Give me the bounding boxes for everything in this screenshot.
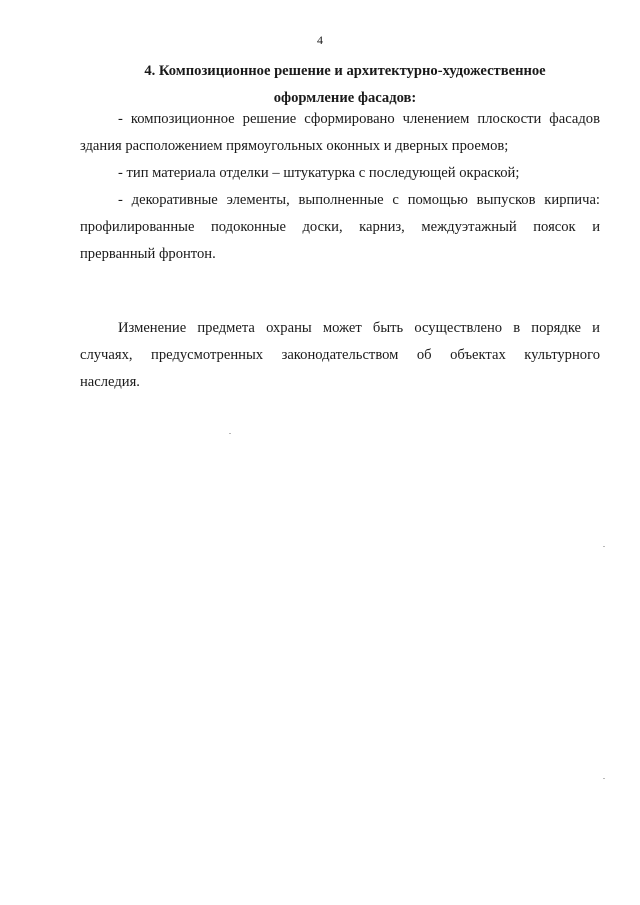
- paragraph-line: - композиционное решение сформировано членением плоскости фасадов: [118, 111, 600, 127]
- page-number: 4: [317, 33, 323, 47]
- scan-speck: [229, 433, 231, 434]
- section-heading-line: 4. Композиционное решение и архитектурно-художественное: [144, 63, 546, 79]
- section-heading-line: оформление фасадов:: [273, 90, 417, 106]
- paragraph-line: профилированные подоконные доски, карниз, междуэтажный поясок и: [80, 219, 600, 235]
- scan-speck: [603, 546, 605, 547]
- paragraph-line: наследия.: [80, 374, 140, 390]
- paragraph-line: здания расположением прямоугольных оконных и дверных проемов;: [80, 138, 509, 154]
- paragraph-line: Изменение предмета охраны может быть осуществлено в порядке и: [118, 320, 600, 336]
- facade-features-list: [80, 106, 600, 268]
- paragraph-line: - тип материала отделки – штукатурка с последующей окраской;: [118, 165, 520, 181]
- paragraph-line: прерванный фронтон.: [80, 246, 216, 262]
- protection-change-paragraph: [80, 315, 600, 396]
- section-heading: [90, 58, 600, 112]
- paragraph-line: случаях, предусмотренных законодательством об объектах культурного: [80, 347, 600, 363]
- paragraph-line: - декоративные элементы, выполненные с помощью выпусков кирпича:: [118, 192, 600, 208]
- scan-speck: [603, 778, 605, 779]
